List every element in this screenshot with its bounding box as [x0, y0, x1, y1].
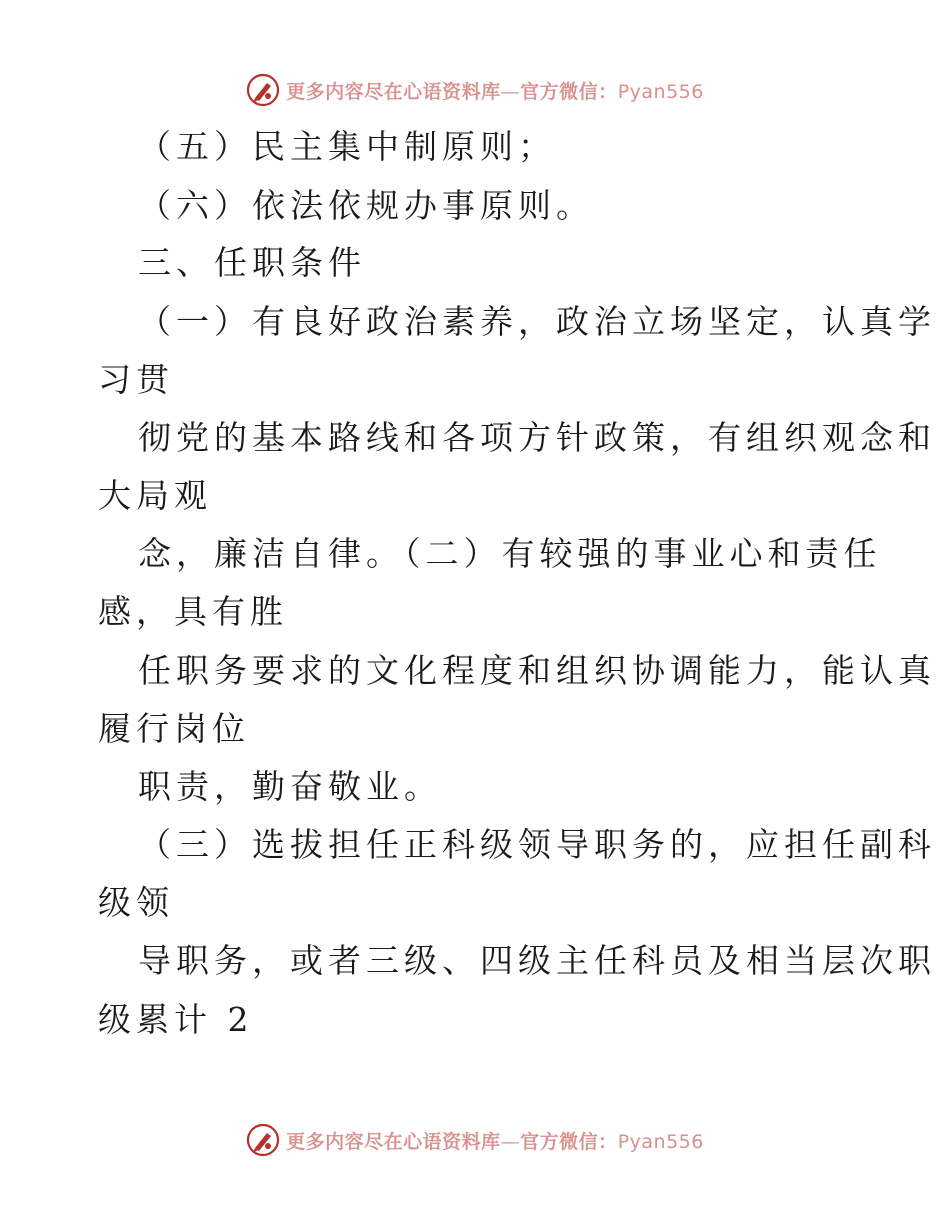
text-line: 履行岗位: [98, 709, 250, 748]
text-line: （一）有良好政治素养，政治立场坚定，认真学: [138, 302, 936, 341]
watermark-suffix: 官方微信：: [520, 80, 618, 103]
text-line: （三）选拔担任正科级领导职务的，应担任副科: [138, 825, 936, 864]
watermark-prefix: 更多内容尽在心语资料库: [286, 1130, 501, 1153]
watermark-text: [286, 77, 704, 104]
text-line: （五）民主集中制原则；: [138, 127, 556, 166]
watermark-separator: —: [500, 1130, 521, 1153]
watermark-prefix: 更多内容尽在心语资料库: [286, 80, 501, 103]
pen-logo-icon: [246, 1123, 280, 1157]
watermark-text: [286, 1127, 704, 1154]
text-line: 彻党的基本路线和各项方针政策，有组织观念和: [138, 418, 936, 457]
watermark-wechat-id: Pyan556: [617, 1130, 704, 1153]
watermark-wechat-id: Pyan556: [617, 80, 704, 103]
text-line: （六）依法依规办事原则。: [138, 186, 594, 225]
text-line: 大局观: [98, 476, 212, 515]
text-line: 导职务，或者三级、四级主任科员及相当层次职: [138, 941, 936, 980]
text-line: 任职务要求的文化程度和组织协调能力，能认真: [138, 651, 936, 690]
text-line: 职责，勤奋敬业。: [138, 767, 442, 806]
text-line: 级累计 2: [98, 1000, 254, 1039]
pen-logo-icon: [246, 73, 280, 107]
section-heading: 三、任职条件: [138, 243, 366, 282]
watermark-separator: —: [500, 80, 521, 103]
text-line: 级领: [98, 883, 174, 922]
footer-watermark: [0, 1120, 950, 1160]
header-watermark: [0, 70, 950, 110]
text-line: 感，具有胜: [98, 592, 288, 631]
text-line: 习贯: [98, 360, 174, 399]
watermark-suffix: 官方微信：: [520, 1130, 618, 1153]
text-line: 念，廉洁自律。（二）有较强的事业心和责任: [138, 534, 882, 573]
